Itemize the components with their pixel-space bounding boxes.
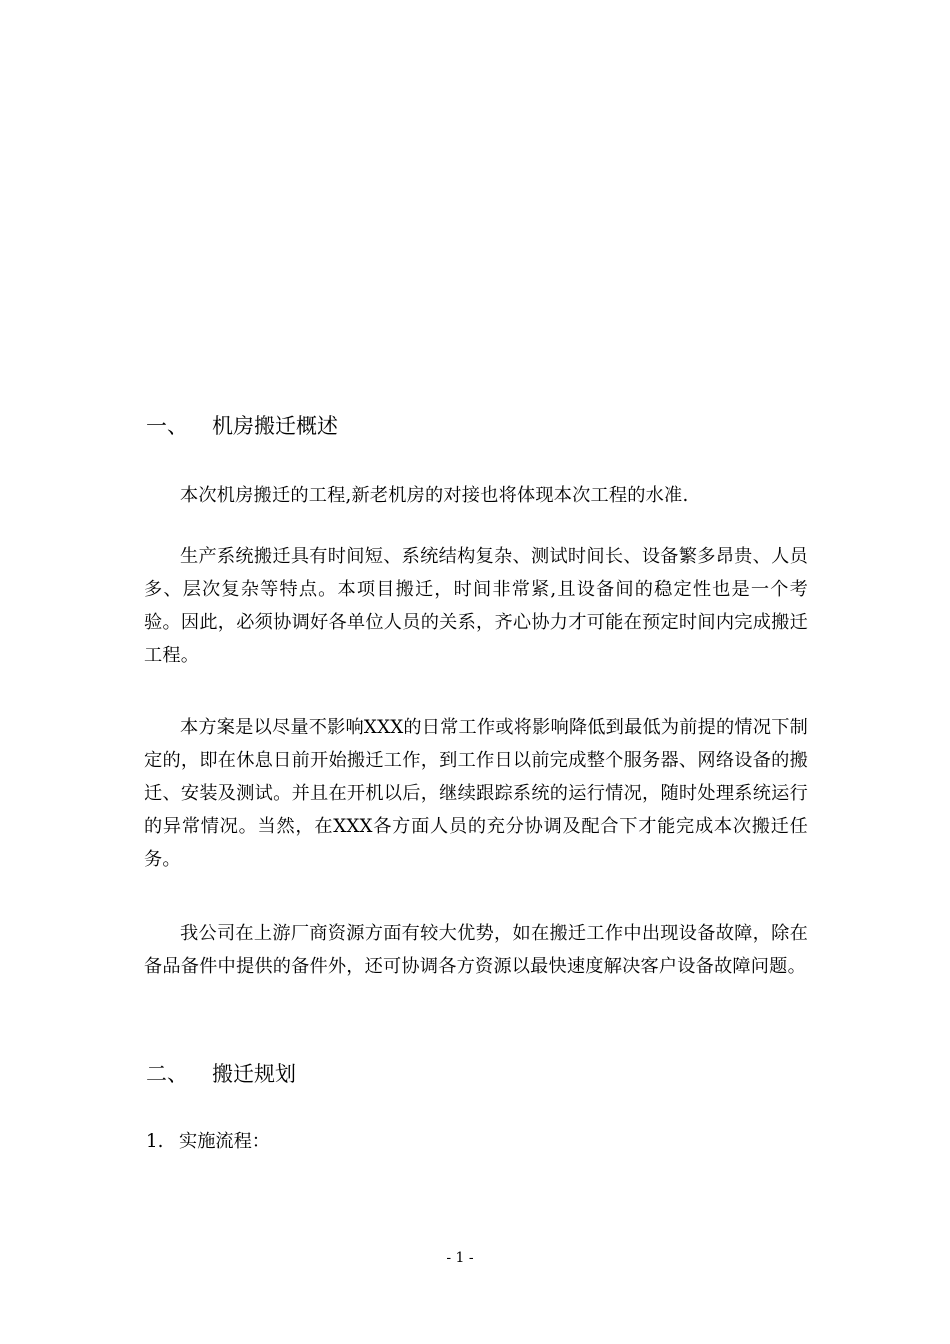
paragraph-4: 我公司在上游厂商资源方面有较大优势，如在搬迁工作中出现设备故障，除在备品备件中提供的备件外，还可协调各方资源以最快速度解决客户设备故障问题。 xyxy=(144,923,808,977)
section-number-2: 二、 xyxy=(146,1062,188,1086)
section-title-2: 搬迁规划 xyxy=(212,1062,296,1086)
section-number-1: 一、 xyxy=(146,414,188,438)
page-number: - 1 - xyxy=(446,1250,474,1266)
paragraph-1: 本次机房搬迁的工程,新老机房的对接也将体现本次工程的水准. xyxy=(180,485,689,506)
paragraph-3: 本方案是以尽量不影响XXX的日常工作或将影响降低到最低为前提的情况下制定的，即在休息日前开始搬迁工作，到工作日以前完成整个服务器、网络设备的搬迁、安装及测试。并且在开机以后，继续跟踪系统的运行情况，随时处理系统运行的异常情况。当然，在XXX各方面人员的充分协调及配合下才能完成本次搬迁任务。 xyxy=(144,717,808,870)
subsection-heading-1 xyxy=(146,1128,270,1156)
section-heading-1 xyxy=(146,412,338,440)
paragraph-2: 生产系统搬迁具有时间短、系统结构复杂、测试时间长、设备繁多昂贵、人员多、层次复杂等特点。本项目搬迁，时间非常紧,且设备间的稳定性也是一个考验。因此，必须协调好各单位人员的关系，齐心协力才可能在预定时间内完成搬迁工程。 xyxy=(144,546,808,666)
section-title-1: 机房搬迁概述 xyxy=(212,414,338,438)
subsection-number-1: 1. xyxy=(146,1131,164,1152)
section-heading-2 xyxy=(146,1060,296,1088)
subsection-title-1: 实施流程： xyxy=(179,1131,270,1152)
